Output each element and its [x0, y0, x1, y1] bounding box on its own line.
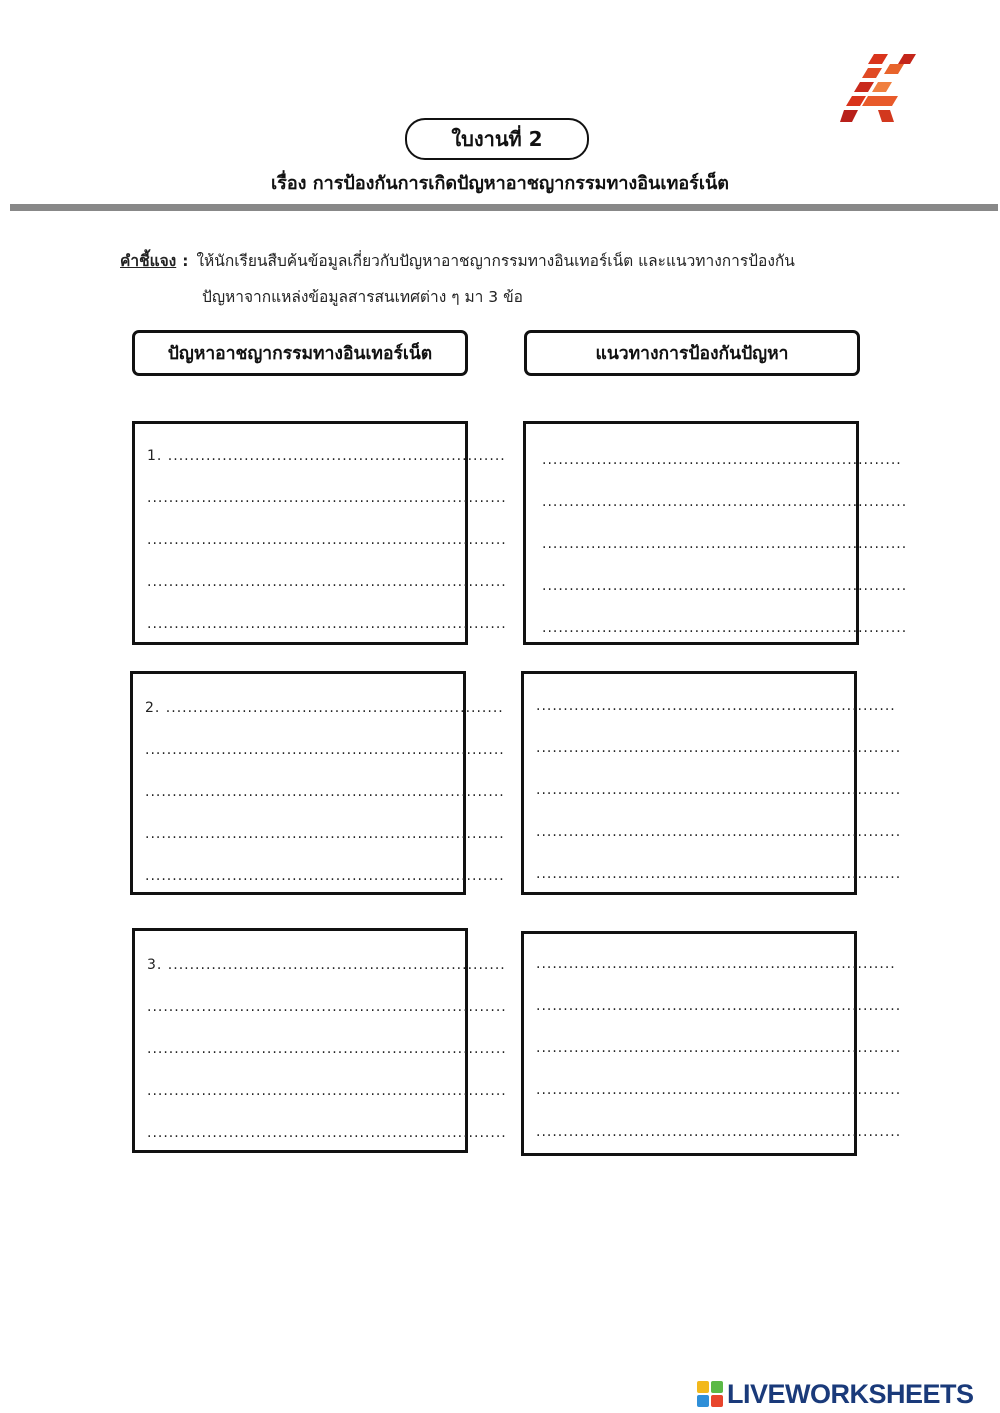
answer-line[interactable]: ................................................................... — [542, 620, 908, 636]
answer-line[interactable]: ................................................................... — [542, 536, 908, 552]
prevention-box-1[interactable] — [523, 421, 908, 645]
problem-column-header: ปัญหาอาชญากรรมทางอินเทอร์เน็ต — [132, 330, 468, 376]
liveworksheets-brand — [696, 1376, 974, 1412]
answer-line[interactable]: .................................................................. — [145, 868, 505, 884]
answer-line[interactable]: .................................................................. — [147, 1041, 507, 1057]
worksheet-subtitle: เรื่อง การป้องกันการเกิดปัญหาอาชญากรรมทางอินเทอร์เน็ต — [271, 173, 729, 194]
answer-line[interactable]: .................................................................. — [536, 698, 896, 714]
answer-line[interactable]: .................................................................. — [145, 826, 505, 842]
answer-line[interactable]: ................................................................... — [536, 1082, 902, 1098]
problem-box-1[interactable] — [132, 421, 507, 645]
instructions-line-2: ปัญหาจากแหล่งข้อมูลสารสนเทศต่าง ๆ มา 3 ข้อ — [202, 288, 523, 306]
school-logo — [838, 50, 918, 126]
instructions-line-1: ให้นักเรียนสืบค้นข้อมูลเกี่ยวกับปัญหาอาชญากรรมทางอินเทอร์เน็ต และแนวทางการป้องกัน — [196, 252, 795, 270]
answer-line[interactable]: .................................................................. — [147, 616, 507, 632]
liveworksheets-wordmark: LIVEWORKSHEETS — [727, 1378, 974, 1409]
answer-line[interactable]: ................................................................... — [542, 578, 908, 594]
problem-box-2[interactable] — [130, 671, 505, 895]
answer-line[interactable]: ................................................................... — [536, 866, 902, 882]
prevention-box-3[interactable] — [521, 931, 902, 1156]
answer-line[interactable]: .................................................................. — [147, 1125, 507, 1141]
instructions-label: คำชี้แจง — [120, 252, 177, 270]
prevention-column-header: แนวทางการป้องกันปัญหา — [524, 330, 860, 376]
answer-line[interactable]: .................................................................. — [147, 490, 507, 506]
answer-line[interactable]: 3. .............................................................. — [147, 957, 506, 973]
answer-line[interactable]: .................................................................. — [147, 999, 507, 1015]
answer-line[interactable]: ................................................................... — [536, 740, 902, 756]
header-divider — [10, 204, 998, 211]
problem-box-3[interactable] — [132, 928, 507, 1153]
instructions — [120, 243, 860, 315]
answer-line[interactable]: ................................................................... — [536, 1040, 902, 1056]
answer-line[interactable]: .................................................................. — [147, 574, 507, 590]
answer-line[interactable]: .................................................................. — [147, 1083, 507, 1099]
answer-line[interactable]: .................................................................. — [536, 956, 896, 972]
answer-line[interactable]: 1. .............................................................. — [147, 448, 506, 464]
instructions-colon: : — [182, 252, 189, 270]
answer-line[interactable]: .................................................................. — [147, 532, 507, 548]
answer-line[interactable]: .................................................................. — [542, 452, 902, 468]
answer-line[interactable]: .................................................................. — [145, 784, 505, 800]
answer-line[interactable]: 2. .............................................................. — [145, 700, 504, 716]
answer-line[interactable]: .................................................................. — [145, 742, 505, 758]
answer-line[interactable]: ................................................................... — [542, 494, 908, 510]
liveworksheets-logo-icon — [696, 1380, 724, 1408]
prevention-box-2[interactable] — [521, 671, 902, 895]
worksheet-title: ใบงานที่ 2 — [405, 118, 589, 160]
answer-line[interactable]: ................................................................... — [536, 824, 902, 840]
answer-line[interactable]: ................................................................... — [536, 998, 902, 1014]
answer-line[interactable]: ................................................................... — [536, 782, 902, 798]
answer-line[interactable]: ................................................................... — [536, 1124, 902, 1140]
